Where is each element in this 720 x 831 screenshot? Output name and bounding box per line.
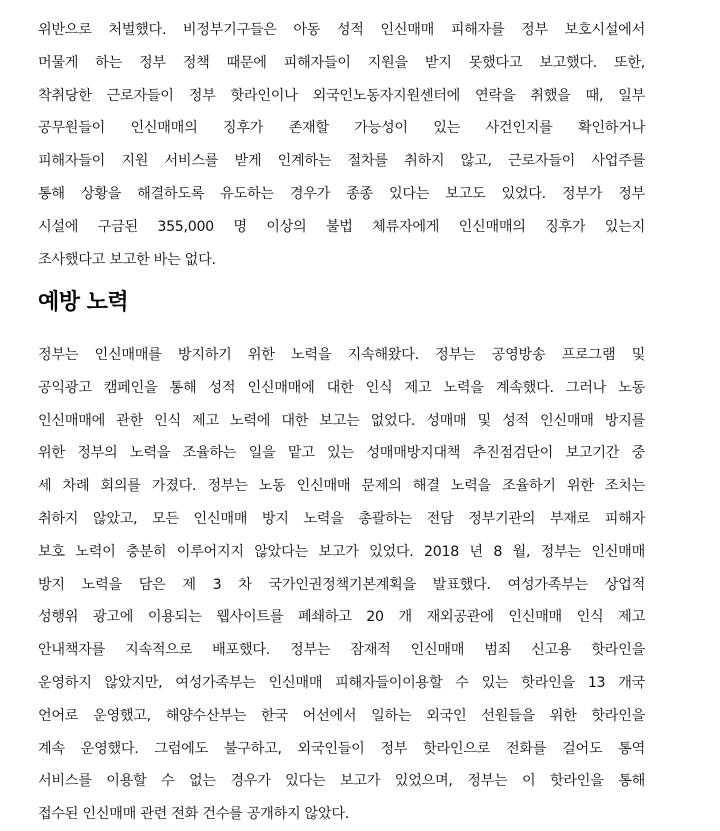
text-line: 서비스를 이용할 수 없는 경우가 있다는 보고가 있었으며, 정부는 이 핫라인을 통해 [38,773,645,790]
text-line: 피해자들이 지원 서비스를 받게 인계하는 절차를 취하지 않고, 근로자들이 사업주를 [38,153,645,170]
text-line: 머물게 하는 정부 정책 때문에 피해자들이 지원을 받지 못했다고 보고했다. 또한, [38,54,645,71]
text-line: 인신매매에 관한 인식 제고 노력에 대한 보고는 없었다. 성매매 및 성적 인신매매 방지를 [38,412,645,429]
text-line: 공무원들이 인신매매의 징후가 존재할 가능성이 있는 사건인지를 확인하거나 [38,120,645,137]
text-line: 성행위 광고에 이용되는 웹사이트를 폐쇄하고 20 개 재외공관에 인신매매 인식 제고 [38,609,645,626]
text-line: 취하지 않았고, 모든 인신매매 방지 노력을 총괄하는 전담 정부기관의 부재로 피해자 [38,510,645,527]
text-line: 접수된 인신매매 관련 전화 건수를 공개하지 않았다. [38,806,349,823]
text-line: 계속 운영했다. 그럼에도 불구하고, 외국인들이 정부 핫라인으로 전화를 걸어도 통역 [38,740,645,757]
text-line: 위한 정부의 노력을 조율하는 일을 맡고 있는 성매매방지대책 추진점검단이 보고기간 중 [38,445,645,462]
text-line: 안내책자를 지속적으로 배포했다. 정부는 잠재적 인신매매 범죄 신고용 핫라인을 [38,642,645,659]
text-line: 언어로 운영했고, 해양수산부는 한국 어선에서 일하는 외국인 선원들을 위한 핫라인을 [38,707,645,724]
text-line: 착취당한 근로자들이 정부 핫라인이나 외국인노동자지원센터에 연락을 취했을 때, 일부 [38,87,645,104]
text-line: 공익광고 캠페인을 통해 성적 인신매매에 대한 인식 제고 노력을 계속했다. 그러나 노동 [38,379,645,396]
text-line: 운영하지 않았지만, 여성가족부는 인신매매 피해자들이이용할 수 있는 핫라인을 13 개국 [38,674,645,691]
text-line: 시설에 구금된 355,000 명 이상의 불법 체류자에게 인신매매의 징후가 있는지 [38,218,645,235]
text-line: 보호 노력이 충분히 이루어지지 않았다는 보고가 있었다. 2018 년 8 월, 정부는 인신매매 [38,543,645,560]
text-line: 조사했다고 보고한 바는 없다. [38,251,216,268]
text-line: 세 차례 회의를 가졌다. 정부는 노동 인신매매 문제의 해결 노력을 조율하기 위한 조치는 [38,478,645,495]
text-line: 통해 상황을 해결하도록 유도하는 경우가 종종 있다는 보고도 있었다. 정부가 정부 [38,185,645,202]
paragraph-victim-protection [38,14,645,276]
text-line: 방지 노력을 담은 제 3 차 국가인권정책기본계획을 발표했다. 여성가족부는 상업적 [38,576,645,593]
text-line: 정부는 인신매매를 방지하기 위한 노력을 지속해왔다. 정부는 공영방송 프로그램 및 [38,347,645,363]
paragraph-prevention [38,339,645,831]
text-line: 위반으로 처벌했다. 비정부기구들은 아동 성적 인신매매 피해자를 정부 보호시설에서 [38,22,645,38]
section-heading: 예방 노력 [38,290,129,315]
